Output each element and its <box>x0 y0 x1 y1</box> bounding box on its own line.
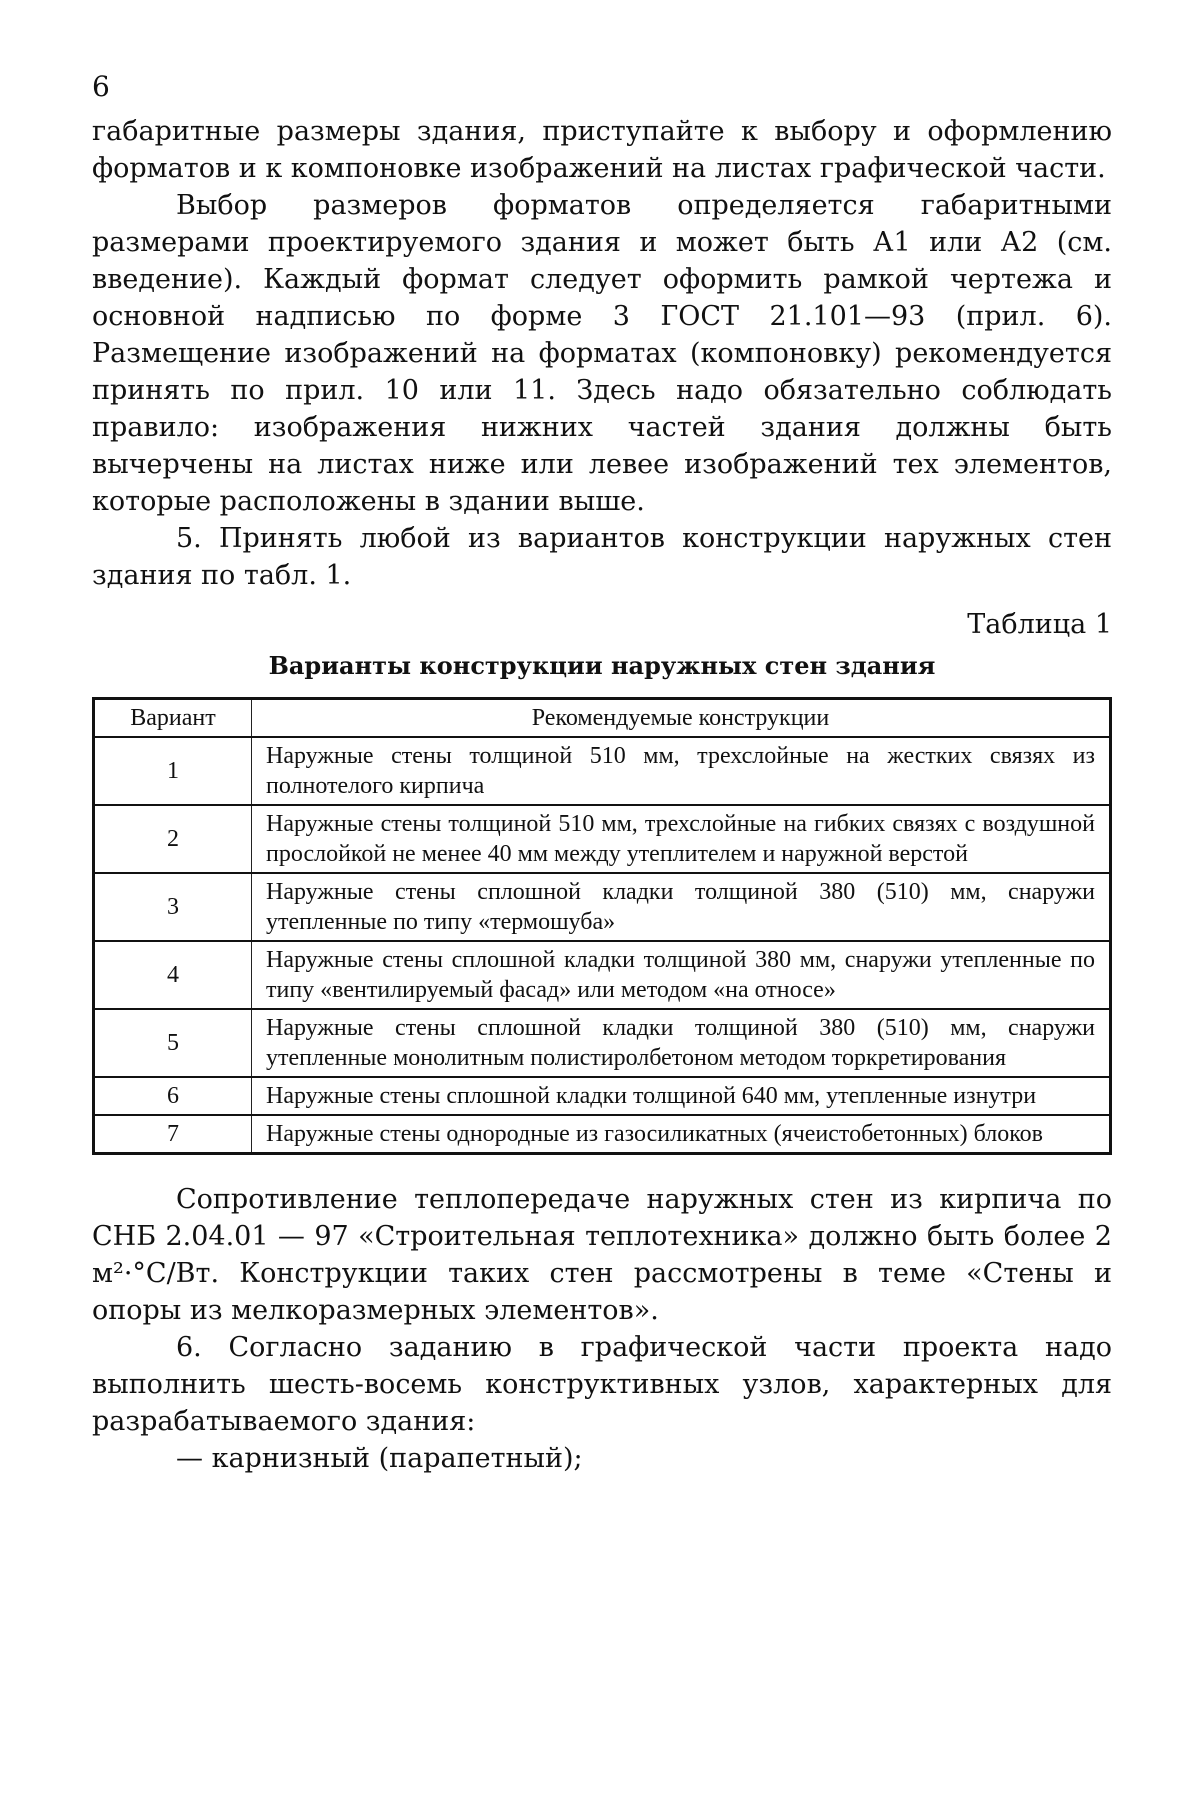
table-row <box>94 805 1111 873</box>
header-constructions: Рекомендуемые конструкции <box>252 699 1111 738</box>
table-caption: Таблица 1 <box>967 609 1112 640</box>
row-text: Наружные стены толщиной 510 мм, трехслойные на гибких связях с воздушной прослойкой не менее 40 мм между утеплителем и наружной верстой <box>252 805 1111 873</box>
table-header-row <box>94 699 1111 738</box>
row-text: Наружные стены сплошной кладки толщиной 640 мм, утепленные изнутри <box>252 1077 1111 1115</box>
list-item-cornice: — карнизный (парапетный); <box>176 1443 583 1474</box>
table-row <box>94 941 1111 1009</box>
row-text: Наружные стены сплошной кладки толщиной 380 (510) мм, снаружи утепленные монолитным полистиролбетоном методом торкретирования <box>252 1009 1111 1077</box>
paragraph-item-5: 5. Принять любой из вариантов конструкции наружных стен здания по табл. 1. <box>92 523 1112 591</box>
table-row <box>94 873 1111 941</box>
table-row <box>94 1115 1111 1154</box>
row-number: 4 <box>94 941 252 1009</box>
table-row <box>94 737 1111 805</box>
row-number: 3 <box>94 873 252 941</box>
table-row <box>94 1009 1111 1077</box>
row-number: 1 <box>94 737 252 805</box>
header-variant: Вариант <box>94 699 252 738</box>
paragraph-heat-resistance: Сопротивление теплопередаче наружных стен из кирпича по СНБ 2.04.01 — 97 «Строительная теплотехника» должно быть более 2 м²·°С/Вт. Конструкции таких стен рассмотрены в теме «Стены и опоры из мелкоразмерных элементов». <box>92 1184 1112 1326</box>
table-row <box>94 1077 1111 1115</box>
table-title: Варианты конструкции наружных стен здания <box>268 651 936 680</box>
row-number: 5 <box>94 1009 252 1077</box>
paragraph-item-6: 6. Согласно заданию в графической части проекта надо выполнить шесть-восемь конструктивных узлов, характерных для разрабатываемого здания: <box>92 1332 1112 1437</box>
row-number: 6 <box>94 1077 252 1115</box>
row-number: 2 <box>94 805 252 873</box>
page-number: 6 <box>92 70 110 103</box>
row-text: Наружные стены сплошной кладки толщиной 380 (510) мм, снаружи утепленные по типу «термошуба» <box>252 873 1111 941</box>
row-text: Наружные стены толщиной 510 мм, трехслойные на жестких связях из полнотелого кирпича <box>252 737 1111 805</box>
wall-variants-table <box>92 697 1112 1155</box>
row-number: 7 <box>94 1115 252 1154</box>
paragraph-format-selection: Выбор размеров форматов определяется габаритными размерами проектируемого здания и может быть А1 или А2 (см. введение). Каждый формат следует оформить рамкой чертежа и основной надписью по форме 3 ГОСТ 21.101—93 (прил. 6). Размещение изображений на форматах (компоновку) рекомендуется принять по прил. 10 или 11. Здесь надо обязательно соблюдать правило: изображения нижних частей здания должны быть вычерчены на листах ниже или левее изображений тех элементов, которые расположены в здании выше. <box>92 190 1112 517</box>
paragraph-continuation: габаритные размеры здания, приступайте к выбору и оформлению форматов и к компоновке изображений на листах графической части. <box>92 116 1112 184</box>
document-page <box>92 70 1112 1477</box>
row-text: Наружные стены однородные из газосиликатных (ячеистобетонных) блоков <box>252 1115 1111 1154</box>
row-text: Наружные стены сплошной кладки толщиной 380 мм, снаружи утепленные по типу «вентилируемый фасад» или методом «на относе» <box>252 941 1111 1009</box>
